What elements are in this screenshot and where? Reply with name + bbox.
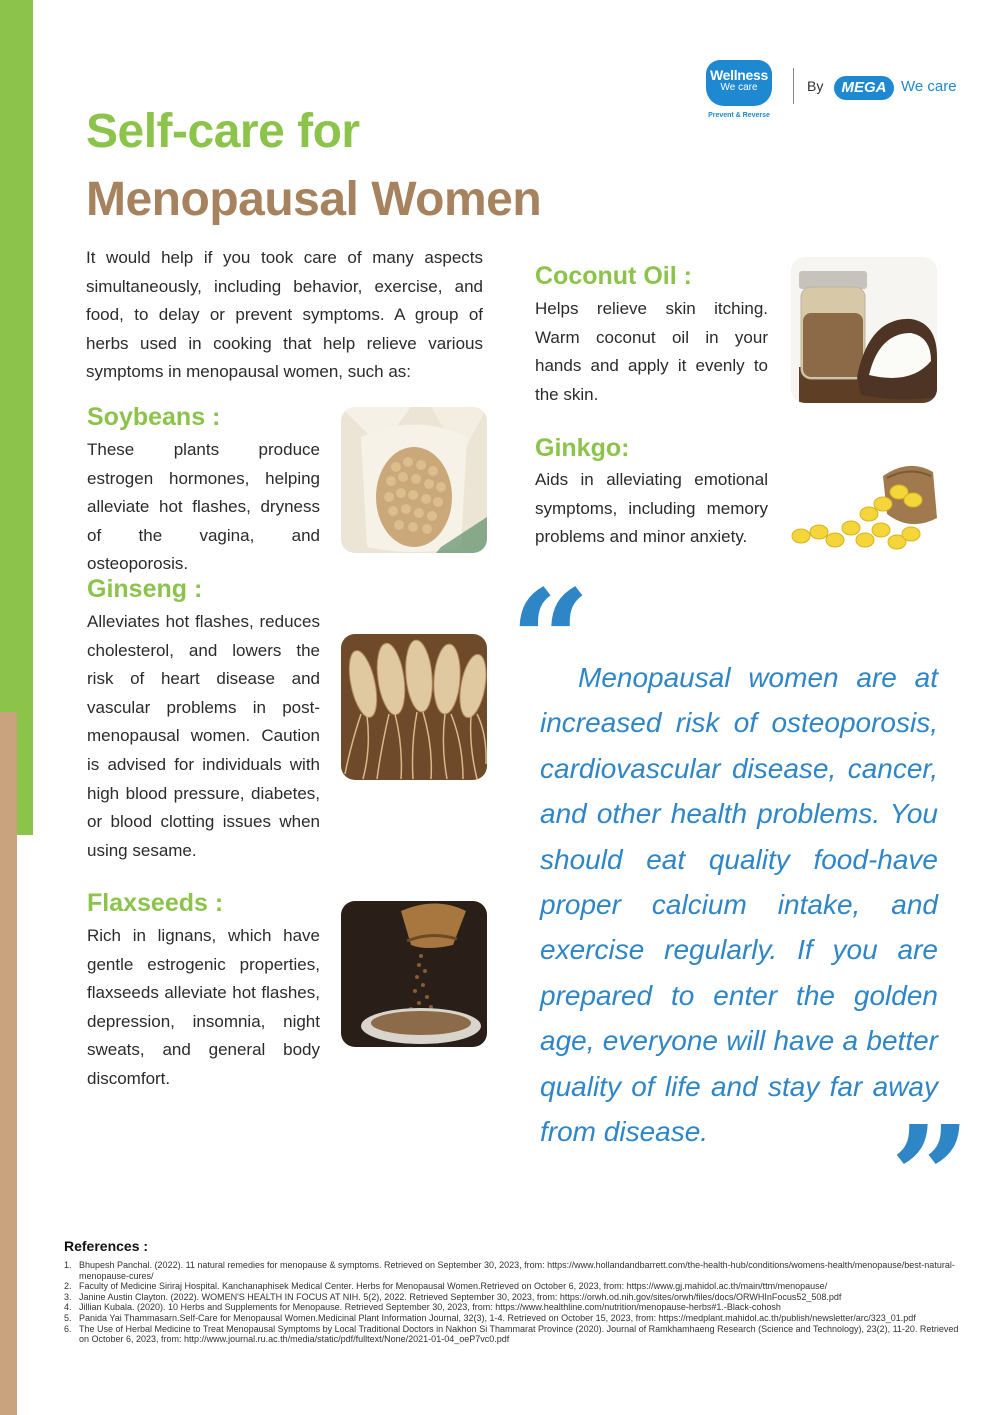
reference-text: Faculty of Medicine Siriraj Hospital. Kanchanaphisek Medical Center. Herbs for Menopausal Women.Retrieved on October 6, 2023, from: https://www.gj.mahidol.ac.th/main/ttm/menopause/: [79, 1281, 828, 1292]
flaxseeds-heading: Flaxseeds :: [87, 889, 224, 917]
close-quote-icon: ”: [890, 1096, 971, 1260]
wellness-badge: [706, 60, 772, 106]
ginseng-heading: Ginseng :: [87, 575, 203, 603]
highlight-quote: Menopausal women are at increased risk of osteoporosis, cardiovascular disease, cancer, and other health problems. You should eat quality food-have proper calcium intake, and exercise regularly. If you are prepared to enter the golden age, everyone will have a better quality of life and stay far away from disease.: [540, 662, 938, 1148]
we-care-label: We care: [901, 78, 957, 95]
coconut-oil-heading: Coconut Oil :: [535, 262, 692, 290]
ginkgo-heading: Ginkgo:: [535, 434, 630, 462]
reference-item: [64, 1302, 964, 1313]
coconut-oil-text: Helps relieve skin itching. Warm coconut oil in your hands and apply it evenly to the skin.: [535, 299, 768, 404]
reference-number: 1.: [64, 1260, 72, 1270]
reference-number: 6.: [64, 1323, 72, 1334]
green-side-bar: [0, 0, 33, 835]
reference-text: Janine Austin Clayton. (2022). WOMEN'S HEALTH IN FOCUS AT NIH. 5(2), 2022. Retrieved September 30, 2023, from: https://orwh.od.nih.gov/sites/orwh/files/docs/ORWHInFocus52_508.pdf: [79, 1291, 842, 1302]
references-title: References :: [64, 1238, 149, 1254]
reference-number: 3.: [64, 1291, 72, 1302]
reference-text: The Use of Herbal Medicine to Treat Menopausal Symptoms by Local Traditional Doctors in Nakhon Si Thammarat Province (2020). Journal of Ramkhamhaeng Research (Science and Technology), 23(2), 11-20. Retrieved on October 6, 2023, from: http://www.journal.ru.ac.th/media/static/pdf/fulltext/None/2021-01-04_oeP7vc0.pdf: [79, 1323, 959, 1345]
mega-logo: MEGA: [834, 76, 894, 100]
brand-logo: [706, 60, 976, 130]
green-side-bar-accent: [17, 712, 33, 835]
by-label: By: [807, 78, 824, 94]
reference-item: [64, 1281, 964, 1292]
reference-item: [64, 1324, 964, 1345]
intro-paragraph: It would help if you took care of many aspects simultaneously, including behavior, exercise, and food, to delay or prevent symptoms. A group of herbs used in cooking that help relieve various symptoms in menopausal women, such as:: [86, 248, 483, 381]
reference-text: Panida Yai Thammasarn.Self-Care for Menopausal Women.Medicinal Plant Information Journal, 32(3), 1-4. Retrieved on October 15, 2023, from: https://medplant.mahidol.ac.th/publish/newsletter/arc/323_01.pdf: [79, 1312, 916, 1323]
coconut-oil-image: [791, 257, 937, 403]
reference-number: 5.: [64, 1312, 72, 1323]
reference-text: Bhupesh Panchal. (2022). 11 natural remedies for menopause & symptoms. Retrieved on September 30, 2023, from: https://www.hollandandbarrett.com/the-health-hub/conditions/womens-health/menopause/best-natural-menopause-cures/: [79, 1260, 955, 1281]
soybeans-text: These plants produce estrogen hormones, helping alleviate hot flashes, dryness of the vagina, and osteoporosis.: [87, 440, 320, 574]
flaxseeds-text: Rich in lignans, which have gentle estrogenic properties, flaxseeds alleviate hot flashes, depression, insomnia, night sweats, and general body discomfort.: [87, 926, 320, 1088]
reference-text: Jillian Kubala. (2020). 10 Herbs and Supplements for Menopause. Retrieved September 30, 2023, from: https://www.healthline.com/nutrition/menopause-herbs#1.-Black-cohosh: [79, 1302, 781, 1313]
brand-tagline: Prevent & Reverse: [708, 112, 770, 119]
reference-number: 4.: [64, 1302, 72, 1313]
wellness-sub-label: We care: [720, 82, 758, 93]
reference-item: [64, 1313, 964, 1324]
ginseng-image: [341, 634, 487, 780]
reference-item: [64, 1292, 964, 1303]
wellness-label: Wellness: [709, 67, 769, 83]
references-list: [64, 1260, 964, 1345]
tan-side-bar: [0, 712, 17, 1415]
logo-divider: [793, 68, 794, 104]
ginseng-text: Alleviates hot flashes, reduces cholesterol, and lowers the risk of heart disease and vascular problems in post-menopausal women. Caution is advised for individuals with high blood pressure, diabetes, or blood clotting issues when using sesame.: [87, 612, 320, 860]
page-title-line1: Self-care for: [86, 105, 360, 158]
reference-number: 2.: [64, 1281, 72, 1292]
soybeans-heading: Soybeans :: [87, 403, 221, 431]
reference-item: [64, 1260, 964, 1281]
ginkgo-image: [791, 458, 937, 562]
flaxseeds-image: [341, 901, 487, 1047]
soybeans-image: [341, 407, 487, 553]
ginkgo-text: Aids in alleviating emotional symptoms, including memory problems and minor anxiety.: [535, 470, 768, 547]
open-quote-icon: “: [510, 560, 591, 724]
page-title-line2: Menopausal Women: [86, 173, 542, 226]
